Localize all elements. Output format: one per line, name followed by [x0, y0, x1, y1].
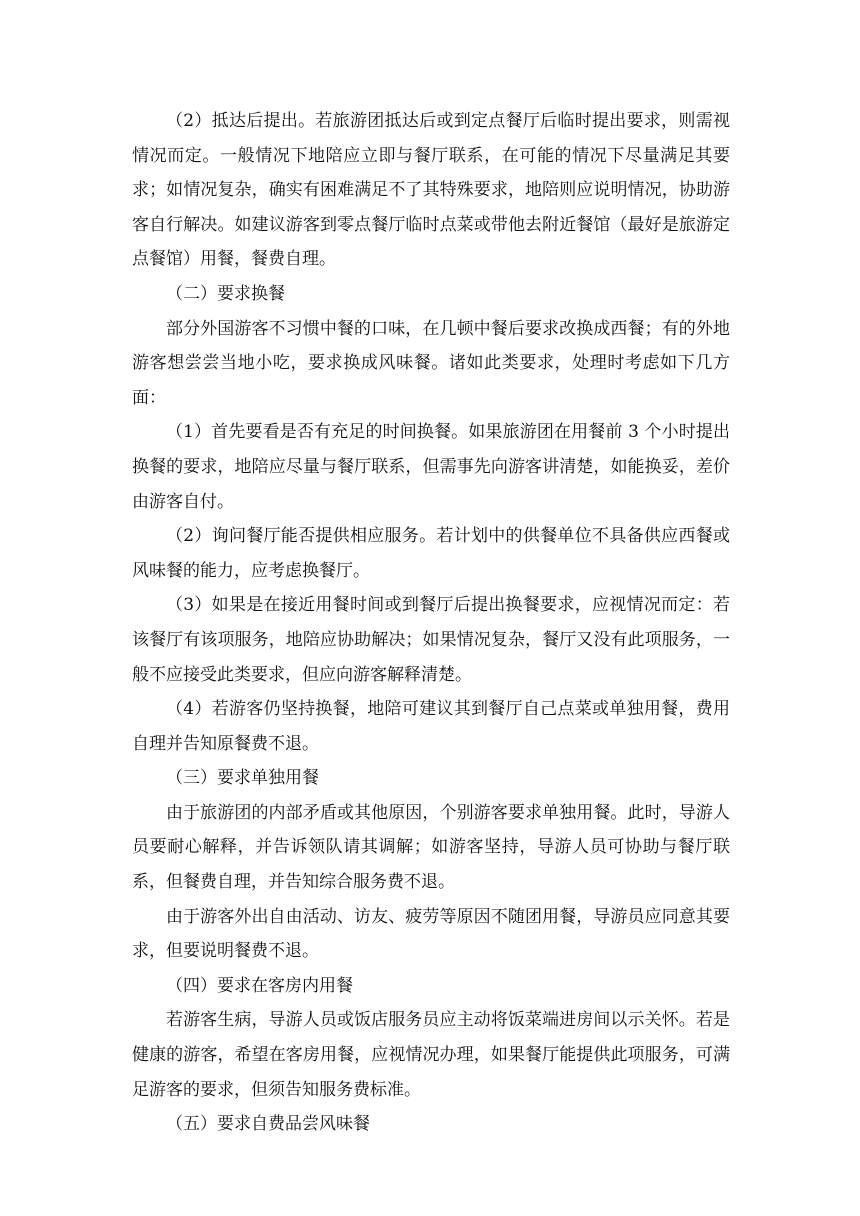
paragraph-arrival-request: （2）抵达后提出。若旅游团抵达后或到定点餐厅后临时提出要求，则需视情况而定。一般情况下地陪应立即与餐厅联系，在可能的情况下尽量满足其要求；如情况复杂，确实有困难满足不了其特殊要求，地陪则应说明情况，协助游客自行解决。如建议游客到零点餐厅临时点菜或带他去附近餐馆（最好是旅游定点餐馆）用餐，餐费自理。	[132, 111, 730, 270]
heading-room-meal: （四）要求在客房内用餐	[166, 975, 353, 996]
paragraph-separate-meal-2: 由于游客外出自由活动、访友、疲劳等原因不随团用餐，导游员应同意其要求，但要说明餐费不退。	[132, 906, 730, 962]
paragraph-change-meal-4: （4）若游客仍坚持换餐，地陪可建议其到餐厅自己点菜或单独用餐，费用自理并告知原餐费不退。	[132, 699, 730, 754]
document-body	[132, 104, 730, 1142]
paragraph-change-meal-intro: 部分外国游客不习惯中餐的口味，在几顿中餐后要求改换成西餐；有的外地游客想尝尝当地小吃，要求换成风味餐。诸如此类要求，处理时考虑如下几方面：	[132, 318, 730, 408]
paragraph-change-meal-2: （2）询问餐厅能否提供相应服务。若计划中的供餐单位不具备供应西餐或风味餐的能力，应考虑换餐厅。	[132, 526, 730, 581]
paragraph-separate-meal-1: 由于旅游团的内部矛盾或其他原因，个别游客要求单独用餐。此时，导游人员要耐心解释，并告诉领队请其调解；如游客坚持，导游人员可协助与餐厅联系，但餐费自理，并告知综合服务费不退。	[132, 802, 730, 893]
paragraph-change-meal-1: （1）首先要看是否有充足的时间换餐。如果旅游团在用餐前 3 个小时提出换餐的要求，地陪应尽量与餐厅联系，但需事先向游客讲清楚，如能换妥，差价由游客自付。	[132, 422, 730, 512]
heading-local-flavor-meal: （五）要求自费品尝风味餐	[166, 1114, 370, 1135]
heading-change-meal: （二）要求换餐	[166, 283, 285, 304]
paragraph-room-meal: 若游客生病，导游人员或饭店服务员应主动将饭菜端进房间以示关怀。若是健康的游客，希望在客房用餐，应视情况办理，如果餐厅能提供此项服务，可满足游客的要求，但须告知服务费标准。	[132, 1010, 730, 1100]
heading-separate-meal: （三）要求单独用餐	[166, 768, 319, 789]
paragraph-change-meal-3: （3）如果是在接近用餐时间或到餐厅后提出换餐要求，应视情况而定：若该餐厅有该项服务，地陪应协助解决；如果情况复杂，餐厅又没有此项服务，一般不应接受此类要求，但应向游客解释清楚。	[132, 595, 730, 685]
